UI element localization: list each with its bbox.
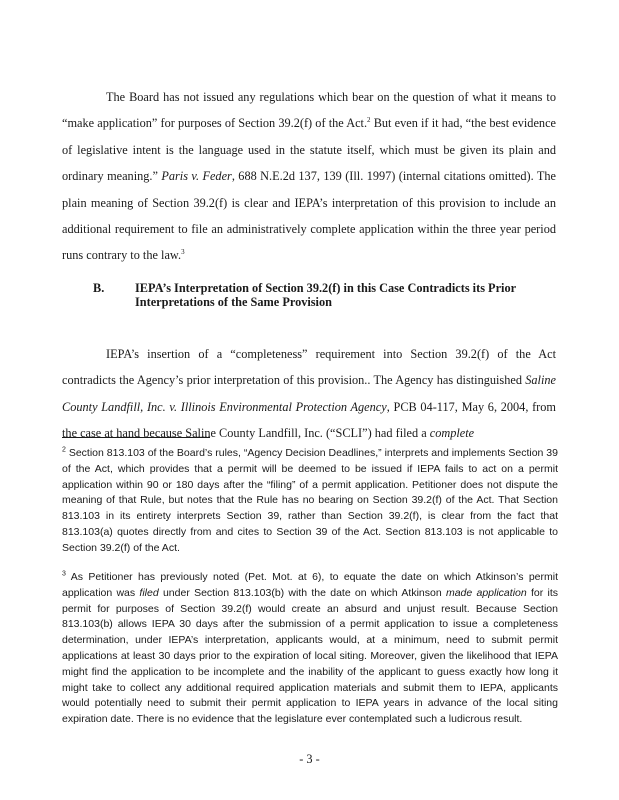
body-paragraph-2 xyxy=(62,341,556,447)
emphasis-text: filed xyxy=(139,586,159,599)
footnote-ref-2: 2 xyxy=(367,116,371,125)
footnote-text: As Petitioner has previously noted (Pet. Mot. at 6), to equate the date on which Atkinson’s permit application was xyxy=(62,571,558,599)
footnote-text: Section 813.103 of the Board’s rules, “Agency Decision Deadlines,” interprets and implements Section 39 of the Act, which provides that a permit will be deemed to be issued if IEPA fails to act on a permit application within 90 or 180 days after the “filing” of a permit application. Petitioner does not dispute the meaning of that Rule, but notes that the Rule has no bearing on Section 39.2(f) of the Act. That Section 813.103 in its entirety interprets Section 39, rather than Section 39.2(f), is clear from the fact that 813.103(a) quotes directly from and cites to Section 39 of the Act. Section 813.103 is not applicable to Section 39.2(f) of the Act. xyxy=(62,447,558,554)
paragraph-text: The Board has not issued any regulations which bear on the question of what it means to “make application” for purposes of Section 39.2(f) of the Act. xyxy=(62,90,556,131)
section-heading-text: IEPA’s Interpretation of Section 39.2(f) in this Case Contradicts its Prior Interpretations of the Same Provision xyxy=(135,281,516,309)
footnote-2 xyxy=(62,446,558,557)
footnote-number: 3 xyxy=(62,570,66,578)
footnote-text: under Section 813.103(b) with the date on which Atkinson xyxy=(158,586,446,599)
footnote-divider xyxy=(62,437,210,438)
paragraph-text: , 688 N.E.2d 137, 139 (Ill. 1997) (internal citations omitted). The plain meaning of Section 39.2(f) is clear and IEPA’s interpretation of this provision to include an additional requirement to file an administratively complete application within the three year period runs contrary to the law. xyxy=(62,169,556,263)
paragraph-text: IEPA’s insertion of a “completeness” requirement into Section 39.2(f) of the Act contradicts the Agency’s prior interpretation of this provision.. The Agency has distinguished xyxy=(62,347,556,388)
section-letter: B. xyxy=(93,281,105,295)
footnote-text: for its permit for purposes of Section 39.2(f) would create an absurd and unjust result. Because Section 813.103(b) allows IEPA 30 days after the submission of a permit application to issue a completeness determination, under IEPA’s interpretation, applicants would, at a minimum, need to submit permit applications at least 30 days prior to the expiration of local siting. Moreover, given the likelihood that IEPA might find the application to be incomplete and the inability of the applicant to guess exactly how long it might take to collect any additional required application materials and submit them to IEPA, applicants would potentially need to submit their permit application to IEPA years in advance of the local siting expiration date. There is no evidence that the legislature ever contemplated such a ludicrous result. xyxy=(62,586,559,726)
paragraph-text: , PCB 04-117, May 6, 2004, from the case at hand because Saline County Landfill, Inc. (“SCLI”) had filed a xyxy=(62,399,556,441)
footnote-3 xyxy=(62,570,558,728)
case-citation: Saline County Landfill, Inc. v. Illinois Environmental Protection Agency xyxy=(62,373,556,414)
emphasis-text: made application xyxy=(445,586,527,599)
emphasis-text: complete xyxy=(429,426,475,441)
footnote-number: 2 xyxy=(62,446,66,454)
footnote-ref-3: 3 xyxy=(181,248,185,257)
case-citation: Paris v. Feder xyxy=(161,169,232,184)
paragraph-text: But even if it had, “the best evidence of legislative intent is the language used in the statute itself, which must be given its plain and ordinary meaning.” xyxy=(62,116,556,184)
body-paragraph-1 xyxy=(62,84,556,269)
page-number: - 3 - xyxy=(299,752,320,766)
